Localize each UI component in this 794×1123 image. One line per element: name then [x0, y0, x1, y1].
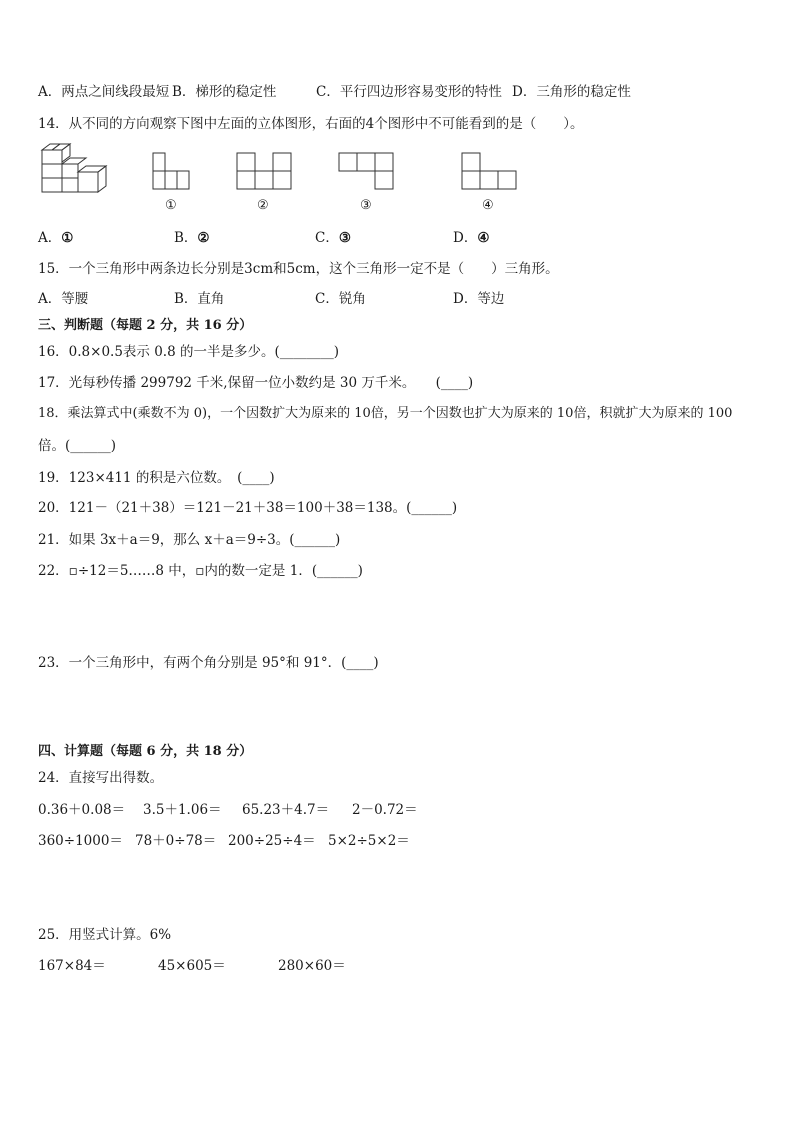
q14-caption-3: ③ [360, 198, 372, 213]
q14-option-d: D．④ [453, 230, 490, 246]
q23: 23．一个三角形中，有两个角分别是 95°和 91°．(____) [38, 655, 379, 671]
q13-option-a: A．两点之间线段最短 [38, 84, 170, 100]
q25-item: 280×60＝ [278, 958, 346, 974]
q18-line-1: 18．乘法算式中(乘数不为 0)，一个因数扩大为原来的 10倍，另一个因数也扩大为原来的 10倍，积就扩大为原来的 100 [38, 406, 733, 421]
q14-view-1 [152, 152, 192, 192]
section-4-title: 四、计算题（每题 6 分，共 18 分） [38, 744, 253, 759]
q14-option-c: C．③ [315, 230, 351, 246]
q24-item: 0.36＋0.08＝ [38, 802, 126, 818]
q24-item: 5×2÷5×2＝ [328, 833, 410, 849]
q14-caption-1: ① [165, 198, 177, 213]
q14-caption-4: ④ [482, 198, 494, 213]
q24-item: 65.23＋4.7＝ [242, 802, 330, 818]
q21: 21．如果 3x＋a＝9，那么 x＋a＝9÷3。(______) [38, 532, 341, 548]
q14-stem: 14．从不同的方向观察下图中左面的立体图形，右面的4个图形中不可能看到的是（ ）。 [38, 116, 584, 132]
section-3-title: 三、判断题（每题 2 分，共 16 分） [38, 318, 253, 333]
q24-item: 3.5＋1.06＝ [143, 802, 222, 818]
q14-view-2 [236, 152, 296, 192]
q14-view-3 [338, 152, 398, 192]
q13-option-c: C．平行四边形容易变形的特性 [316, 84, 502, 100]
q25-item: 167×84＝ [38, 958, 106, 974]
q25-item: 45×605＝ [158, 958, 226, 974]
q20: 20．121－（21＋38）＝121－21＋38＝100＋38＝138。(______) [38, 500, 458, 516]
q24-item: 78＋0÷78＝ [135, 833, 217, 849]
q24-item: 200÷25÷4＝ [228, 833, 316, 849]
q24-item: 360÷1000＝ [38, 833, 123, 849]
q14-view-4 [461, 152, 521, 192]
q15-option-c: C．锐角 [315, 291, 366, 307]
q15-option-d: D．等边 [453, 291, 505, 307]
q14-solid-figure [40, 142, 110, 196]
q13-option-b: B．梯形的稳定性 [172, 84, 277, 100]
q15-stem: 15．一个三角形中两条边长分别是3cm和5cm，这个三角形一定不是（ ）三角形。 [38, 261, 559, 277]
q14-option-a: A．① [38, 230, 74, 246]
q14-caption-2: ② [257, 198, 269, 213]
q14-option-b: B．② [174, 230, 210, 246]
q13-option-d: D．三角形的稳定性 [512, 84, 631, 100]
q22: 22．▫÷12＝5……8 中，▫内的数一定是 1．(______) [38, 563, 363, 579]
q24-item: 2－0.72＝ [352, 802, 418, 818]
q19: 19．123×411 的积是六位数。 (____) [38, 470, 275, 486]
q24-stem: 24．直接写出得数。 [38, 770, 164, 786]
q17: 17．光每秒传播 299792 千米,保留一位小数约是 30 万千米。 (____) [38, 375, 474, 391]
q15-option-a: A．等腰 [38, 291, 89, 307]
q16: 16．0.8×0.5表示 0.8 的一半是多少。(________) [38, 344, 340, 360]
q18-line-2: 倍。(______) [38, 438, 117, 454]
q25-stem: 25．用竖式计算。6% [38, 927, 172, 943]
q15-option-b: B．直角 [174, 291, 225, 307]
